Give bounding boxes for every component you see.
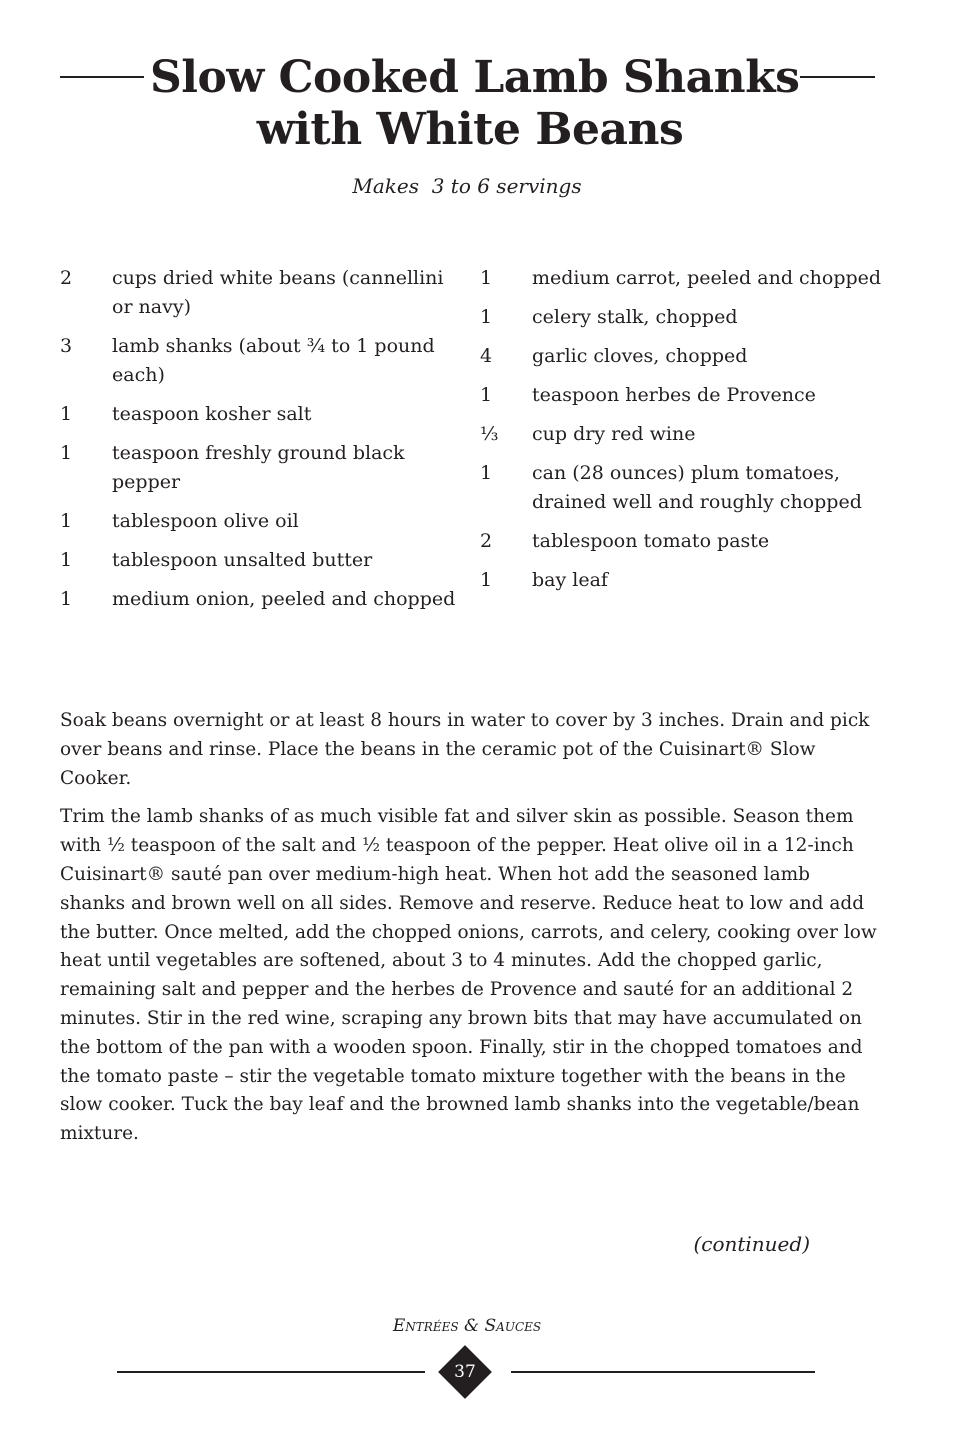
ingredient-quantity: 1 [60, 442, 73, 464]
ingredient-quantity: ⅓ [480, 423, 499, 445]
ingredient-item [480, 527, 900, 556]
ingredient-item [480, 420, 900, 449]
footer-rule-right [511, 1371, 815, 1373]
ingredient-text: cups dried white beans (cannellini or navy) [112, 267, 444, 318]
ingredient-item [60, 546, 460, 575]
recipe-title [150, 52, 800, 156]
ingredient-text: medium onion, peeled and chopped [112, 588, 456, 610]
ingredient-item [60, 507, 460, 536]
ingredient-quantity: 1 [480, 462, 493, 484]
ingredient-item [480, 303, 900, 332]
ingredient-quantity: 1 [60, 549, 73, 571]
ingredient-text: teaspoon freshly ground black pepper [112, 442, 405, 493]
ingredient-text: tablespoon olive oil [112, 510, 299, 532]
method-paragraph: Soak beans overnight or at least 8 hours in water to cover by 3 inches. Drain and pick over beans and rinse. Place the beans in the ceramic pot of the Cuisinart® Slow Cooker. [60, 710, 870, 789]
ingredient-text: medium carrot, peeled and chopped [532, 267, 882, 289]
section-name: Entrées & Sauces [392, 1316, 542, 1336]
ingredient-text: can (28 ounces) plum tomatoes, drained well and roughly chopped [532, 462, 862, 513]
ingredient-quantity: 1 [60, 588, 73, 610]
ingredient-item [480, 342, 900, 371]
ingredient-item [480, 264, 900, 293]
ingredients-right-column [480, 264, 900, 605]
title-rule-right [800, 76, 875, 78]
footer-rule-left [117, 1371, 425, 1373]
ingredient-quantity: 1 [480, 267, 493, 289]
ingredient-item [60, 264, 460, 322]
title-rule-left [60, 76, 144, 78]
method-section [60, 707, 880, 1159]
ingredient-quantity: 4 [480, 345, 493, 367]
ingredient-quantity: 1 [60, 510, 73, 532]
ingredient-item [60, 439, 460, 497]
ingredient-text: tablespoon tomato paste [532, 530, 770, 552]
ingredient-text: teaspoon herbes de Provence [532, 384, 816, 406]
ingredient-text: bay leaf [532, 569, 608, 591]
ingredient-text: tablespoon unsalted butter [112, 549, 373, 571]
ingredient-quantity: 2 [480, 530, 493, 552]
ingredient-text: garlic cloves, chopped [532, 345, 748, 367]
page-number: 37 [454, 1362, 476, 1382]
ingredient-text: cup dry red wine [532, 423, 696, 445]
ingredient-quantity: 1 [60, 403, 73, 425]
ingredient-quantity: 1 [480, 306, 493, 328]
method-paragraph: Trim the lamb shanks of as much visible fat and silver skin as possible. Season them with ½ teaspoon of the salt and ½ teaspoon of the pepper. Heat olive oil in a 12-inch Cuisinart® sauté pan over medium-high heat. When hot add the seasoned lamb shanks and brown well on all sides. Remove and reserve. Reduce heat to low and add the butter. Once melted, add the chopped onions, carrots, and celery, cooking over low heat until vegetables are softened, about 3 to 4 minutes. Add the chopped garlic, remaining salt and pepper and the herbes de Provence and sauté for an additional 2 minutes. Stir in the red wine, scraping any brown bits that may have accumulated on the bottom of the pan with a wooden spoon. Finally, stir in the chopped tomatoes and the tomato paste – stir the vegetable tomato mixture together with the beans in the slow cooker. Tuck the bay leaf and the browned lamb shanks into the vegetable/bean mixture. [60, 806, 877, 1145]
ingredient-text: lamb shanks (about ¾ to 1 pound each) [112, 335, 435, 386]
ingredient-quantity: 1 [480, 384, 493, 406]
ingredients-left-column [60, 264, 460, 624]
ingredient-item [60, 585, 460, 614]
ingredient-item [480, 459, 900, 517]
ingredient-item [480, 566, 900, 595]
ingredient-item [60, 400, 460, 429]
ingredient-quantity: 3 [60, 335, 73, 357]
continued-note: (continued) [693, 1232, 810, 1256]
ingredient-quantity: 2 [60, 267, 73, 289]
ingredient-text: teaspoon kosher salt [112, 403, 312, 425]
recipe-title-line-1: Slow Cooked Lamb Shanks [150, 52, 800, 103]
ingredient-item [480, 381, 900, 410]
ingredient-item [60, 332, 460, 390]
ingredient-quantity: 1 [480, 569, 493, 591]
recipe-title-line-2: with White Beans [256, 104, 684, 155]
ingredient-text: celery stalk, chopped [532, 306, 738, 328]
recipe-yield: Makes 3 to 6 servings [352, 174, 582, 198]
